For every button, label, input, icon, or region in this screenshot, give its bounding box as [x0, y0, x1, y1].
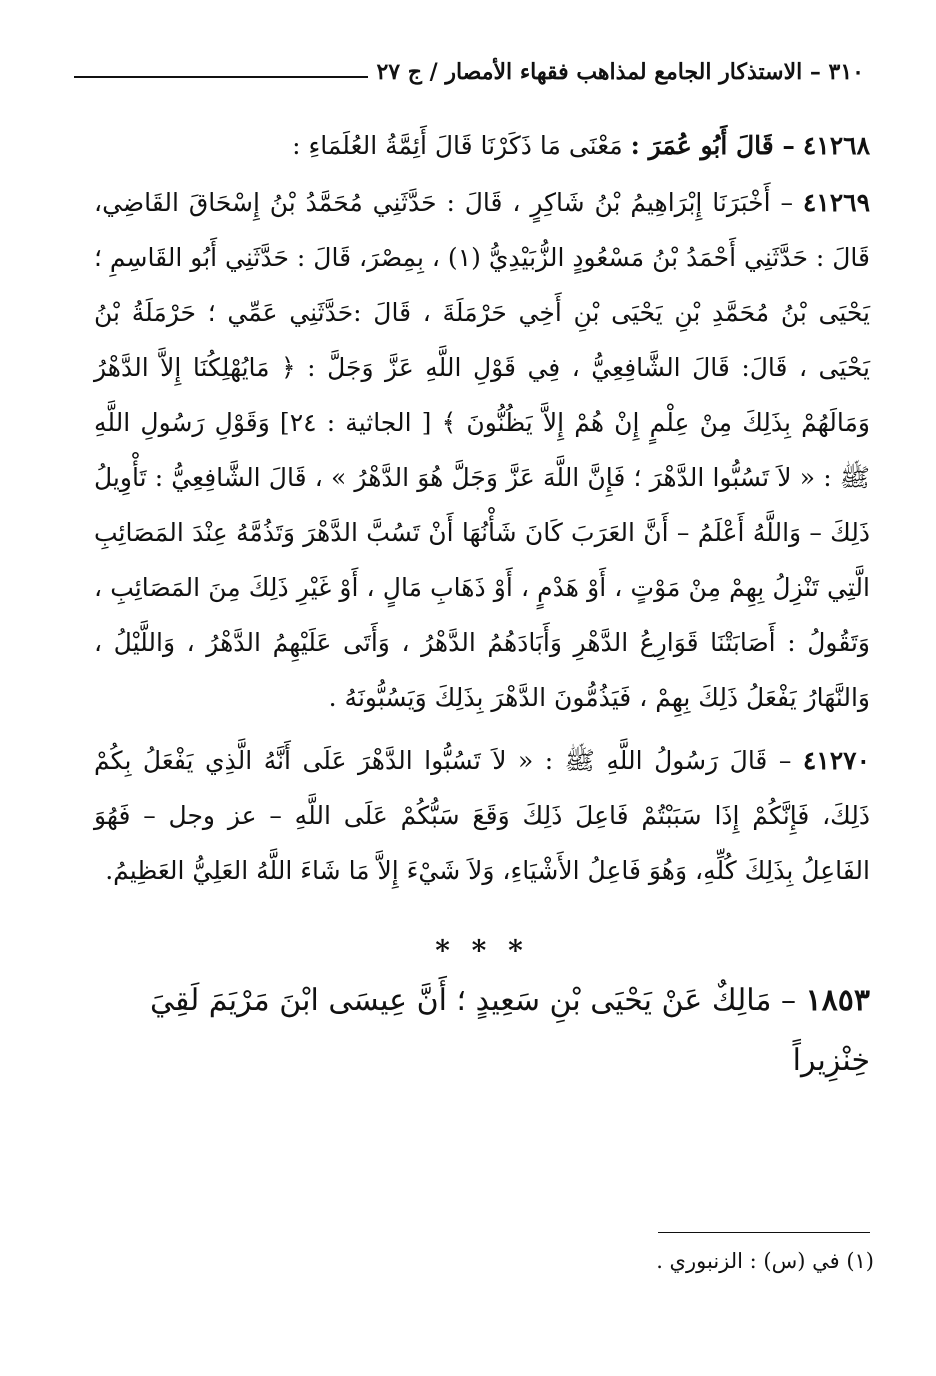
paragraph-41268 — [94, 118, 870, 173]
paragraph-41270 — [94, 733, 870, 898]
paragraph-41269 — [94, 175, 870, 725]
paragraph-text: – أَخْبَرَنَا إِبْرَاهِيمُ بْنُ شَاكِرٍ ، قَالَ : حَدَّثَنِي مُحَمَّدُ بْنُ إِسْحَاقَ القَاضِي، قَالَ : حَدَّثَنِي أَحْمَدُ بْنُ مَسْعُودٍ الزُّبَيْدِيُّ (١) ، بِمِصْرَ، قَالَ : حَدَّثَنِي أَبُو القَاسِمِ ؛ يَحْيَى بْنُ مُحَمَّدِ بْنِ يَحْيَى بْنِ أَخِي حَرْمَلَةَ ، قَالَ :حَدَّثَنِي عَمِّي ؛ حَرْمَلَةُ بْنُ يَحْيَى ، قَالَ: قَالَ الشَّافِعِيُّ ، فِي قَوْلِ اللَّهِ عَزَّ وَجَلَّ : ﴿ مَايُهْلِكُنَا إِلاَّ الدَّهْرُ وَمَالَهُمْ بِذَلِكَ مِنْ عِلْمٍ إِنْ هُمْ إِلاَّ يَظُنُّونَ ﴾ [ الجاثية : ٢٤] وَقَوْلِ رَسُولِ اللَّهِ ﷺ : « لاَ تَسُبُّوا الدَّهْرَ ؛ فَإِنَّ اللَّهَ عَزَّ وَجَلَّ هُوَ الدَّهْرُ » ، قَالَ الشَّافِعِيُّ : تَأْوِيلُ ذَلِكَ – وَاللَّهُ أَعْلَمُ – أَنَّ العَرَبَ كَانَ شَأْنُهَا أَنْ تَسُبَّ الدَّهْرَ وَتَذُمَّهُ عِنْدَ المَصَائِبِ الَّتِي تَنْزِلُ بِهِمْ مِنْ مَوْتٍ ، أَوْ هَدْمٍ ، أَوْ ذَهَابِ مَالٍ ، أَوْ غَيْرِ ذَلِكَ مِنَ المَصَائِبِ ، وَتَقُولُ : أَصَابَتْنَا قَوَارِعُ الدَّهْرِ وَأَبَادَهُمُ الدَّهْرُ ، وَأَتَى عَلَيْهِمُ الدَّهْرُ ، وَاللَّيْلُ ، وَالنَّهَارُ يَفْعَلُ ذَلِكَ بِهِمْ ، فَيَذُمُّونَ الدَّهْرَ بِذَلِكَ وَيَسُبُّونَهُ . — [94, 188, 871, 712]
paragraph-number: ٤١٢٧٠ — [802, 746, 870, 775]
paragraph-lead: – قَالَ أَبُو عُمَرَ : — [630, 131, 795, 160]
footnote-rule — [658, 1232, 870, 1233]
hadith-number: ١٨٥٣ — [805, 983, 870, 1018]
paragraph-number: ٤١٢٦٩ — [802, 188, 870, 217]
header-rule — [74, 76, 368, 78]
hadith-text: – مَالِكٌ عَنْ يَحْيَى بْنِ سَعِيدٍ ؛ أَنَّ عِيسَى ابْنَ مَرْيَمَ لَقِيَ خِنْزِيراً — [149, 983, 870, 1078]
main-text — [94, 118, 870, 1091]
paragraph-number: ٤١٢٦٨ — [802, 131, 870, 160]
header-title: ٣١٠ – الاستذكار الجامع لمذاهب فقهاء الأمصار / ج ٢٧ — [376, 59, 864, 85]
hadith-heading — [94, 971, 870, 1091]
running-header — [74, 52, 864, 92]
paragraph-text: مَعْنَى مَا ذَكَرْنَا قَالَ أَئِمَّةُ العُلَمَاءِ : — [292, 131, 623, 160]
section-separator: * * * — [435, 934, 529, 967]
footnote: (١) في (س) : الزنبوري . — [656, 1249, 874, 1273]
paragraph-text: – قَالَ رَسُولُ اللَّهِ ﷺ : « لاَ تَسُبُّوا الدَّهْرَ عَلَى أَنَّهُ الَّذِي يَفْعَلُ بِكُمْ ذَلِكَ، فَإِنَّكُمْ إِذَا سَبَبْتُمْ فَاعِلَ ذَلِكَ وَقَعَ سَبُّكُمْ عَلَى اللَّهِ – عز وجل – فَهُوَ الفَاعِلُ بِذَلِكَ كُلِّهِ، وَهُوَ فَاعِلُ الأَشْيَاءِ، وَلاَ شَيْءَ إِلاَّ مَا شَاءَ اللَّهُ العَلِيُّ العَظِيمُ. — [94, 746, 870, 885]
